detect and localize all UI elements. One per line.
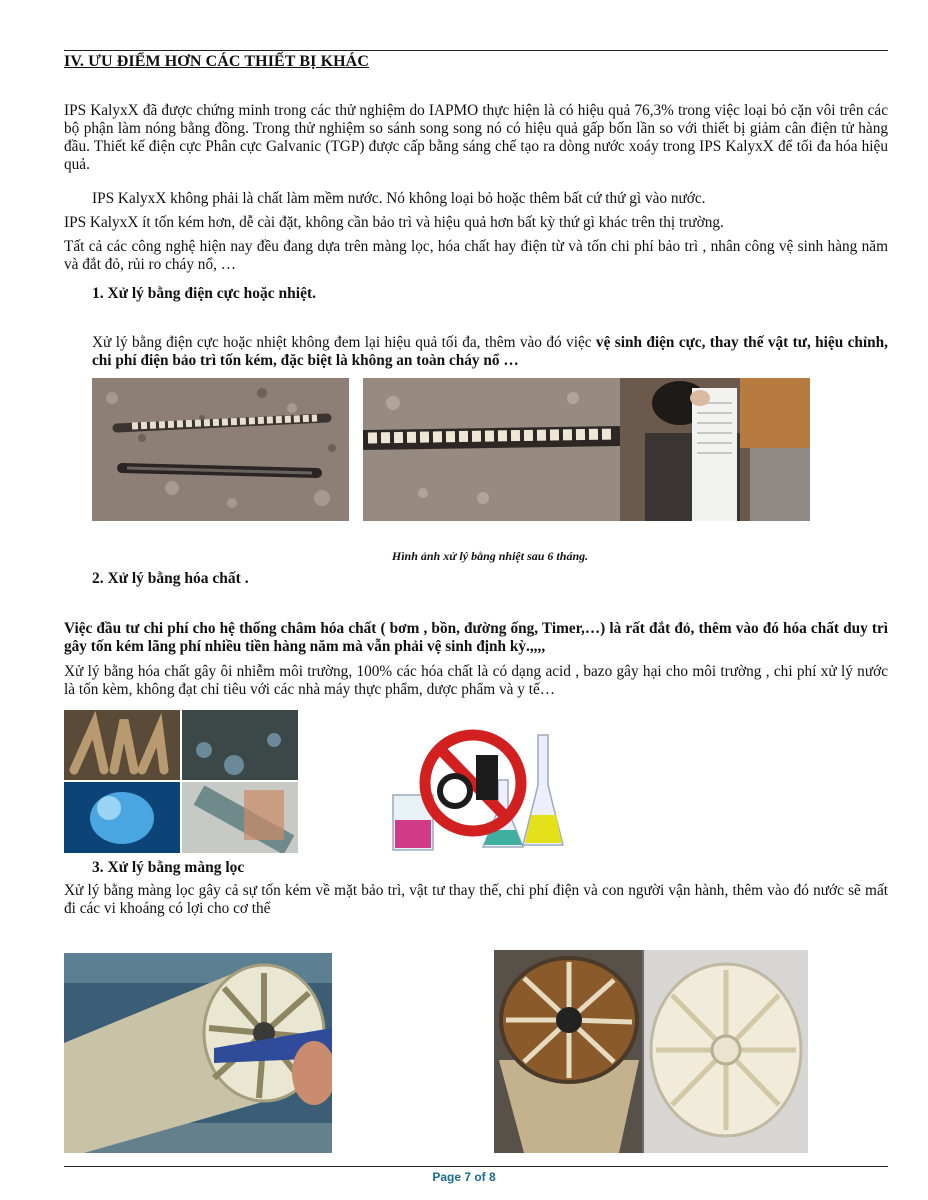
- heater-caption: Hình ảnh xử lý bằng nhiệt sau 6 tháng.: [391, 549, 589, 563]
- item-1-title: 1. Xử lý bằng điện cực hoặc nhiệt.: [92, 285, 316, 302]
- item-1-text: [92, 334, 888, 370]
- intro-paragraph-3: IPS KalyxX ít tốn kém hơn, dễ cài đặt, không cần bảo trì và hiệu quả hơn bất kỳ thứ gì khác trên thị trường.: [64, 214, 724, 231]
- top-rule: [64, 50, 888, 51]
- membrane-filter-photo-1: [64, 953, 332, 1153]
- section-heading: IV. ƯU ĐIỂM HƠN CÁC THIẾT BỊ KHÁC: [64, 53, 369, 70]
- item-2-text: Xử lý bằng hóa chất gây ôi nhiễm môi trường, 100% các hóa chất là có dạng acid , bazo gây hại cho môi trường , chi phí xử lý nước là tốn kèm, không đạt chỉ tiêu với các nhà máy thực phẩm, dược phẩm và y tế…: [64, 663, 888, 698]
- chemical-pollution-collage: [64, 710, 298, 853]
- membrane-filter-photo-2: [494, 950, 808, 1153]
- item-2-title: 2. Xử lý bằng hóa chất .: [92, 570, 249, 587]
- intro-paragraph-2: IPS KalyxX không phải là chất làm mềm nước. Nó không loại bỏ hoặc thêm bất cứ thứ gì vào nước.: [92, 190, 706, 207]
- bottom-rule: [64, 1166, 888, 1167]
- page-number: Page 7 of 8: [432, 1170, 496, 1184]
- item-3-title: 3. Xử lý bằng màng lọc: [92, 859, 245, 876]
- intro-paragraph-1: IPS KalyxX đã được chứng minh trong các thử nghiệm do IAPMO thực hiện là có hiệu quả 76,3% trong việc loại bỏ cặn vôi trên các bộ phận làm nóng bằng đồng. Trong thử nghiệm so sánh song song nó có hiệu quả gấp bốn lần so với thiết bị giảm cân điện tử hàng đầu. Thiết kế điện cực Phân cực Galvanic (TGP) được cấp bằng sáng chế tạo ra dòng nước xoáy trong IPS KalyxX để tối đa hóa hiệu quả.: [64, 102, 888, 173]
- item-3-text: Xử lý bằng màng lọc gây cả sự tốn kém về mặt bảo trì, vật tư thay thế, chi phí điện và con người vận hành, thêm vào đó nước sẽ mất đi các vi khoáng có lợi cho cơ thể: [64, 882, 888, 917]
- no-chemicals-icon: [388, 725, 568, 853]
- item-1-text-plain: Xử lý bằng điện cực hoặc nhiệt không đem lại hiệu quả tối đa, thêm vào đó việc: [92, 334, 596, 351]
- heater-rod-photo-1: [92, 378, 349, 521]
- item-2-bold-text: Việc đầu tư chi phí cho hệ thống châm hóa chất ( bơm , bồn, đường ống, Timer,…) là rất đắt đỏ, thêm vào đó hóa chất duy trì gây tốn kém lãng phí nhiều tiền hàng năm mà vẫn phải vệ sinh định kỳ.,,,,: [64, 620, 888, 655]
- bill-photo: [620, 378, 810, 521]
- item-1-text-bold: vệ sinh điện cực, thay thế vật tư, hiệu chỉnh, chi phí điện bảo trì tốn kém, đặc biệt là không an toàn cháy nổ …: [92, 334, 888, 369]
- heater-rod-photo-2: [363, 378, 620, 521]
- intro-paragraph-4: Tất cả các công nghệ hiện nay đều đang dựa trên màng lọc, hóa chất hay điện từ và tốn chi phí bảo trì , nhân công vệ sinh hàng năm và đắt đỏ, rủi ro cháy nổ, …: [64, 238, 888, 273]
